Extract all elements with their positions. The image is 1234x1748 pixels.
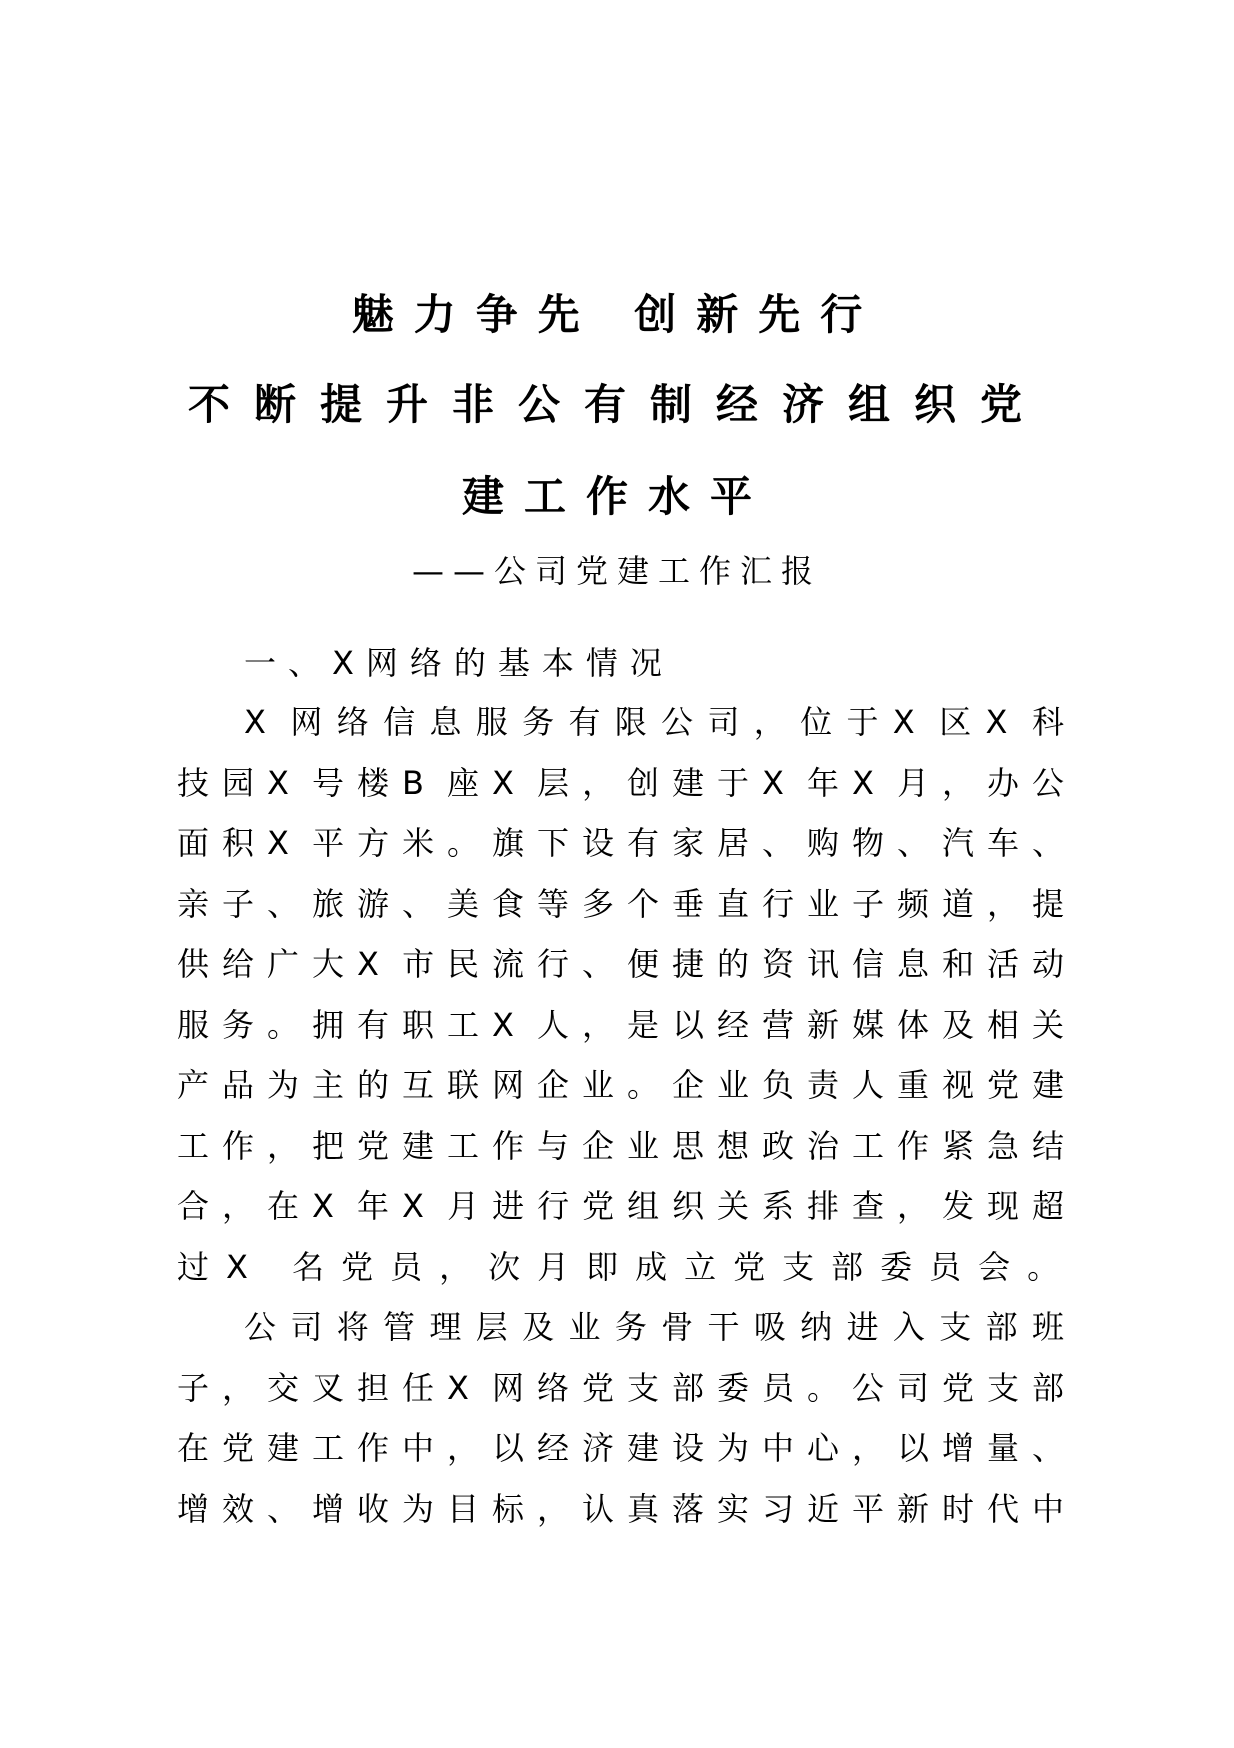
title-line-1: 魅力争先 创新先行 — [351, 290, 883, 339]
title-line-3: 建工作水平 — [461, 472, 772, 521]
paragraph-line: 面积X 平方米。旗下设有家居、购物、汽车、 — [177, 824, 1064, 862]
paragraph-line: 供给广大X 市民流行、便捷的资讯信息和活动 — [177, 945, 1064, 983]
paragraph-line: 工作，把党建工作与企业思想政治工作紧急结 — [177, 1126, 1064, 1165]
paragraph-line: 产品为主的互联网企业。企业负责人重视党建 — [177, 1066, 1064, 1104]
paragraph-line: 合，在X 年X 月进行党组织关系排查，发现超 — [177, 1187, 1064, 1225]
paragraph-line: 过X 名党员，次月即成立党支部委员会。 — [177, 1247, 1077, 1286]
paragraph-line: 服务。拥有职工X 人，是以经营新媒体及相关 — [177, 1005, 1064, 1044]
title-line-2: 不断提升非公有制经济组织党 — [187, 380, 1046, 429]
paragraph-line: 公司将管理层及业务骨干吸纳进入支部班 — [244, 1308, 1064, 1346]
subtitle: ——公司党建工作汇报 — [411, 552, 822, 590]
paragraph-line: 在党建工作中，以经济建设为中心，以增量、 — [177, 1429, 1064, 1467]
paragraph-line: X 网络信息服务有限公司，位于X 区X 科 — [244, 703, 1064, 741]
paragraph-line: 技园X 号楼B 座X 层，创建于X 年X 月，办公 — [177, 763, 1064, 802]
paragraph-line: 亲子、旅游、美食等多个垂直行业子频道，提 — [177, 884, 1064, 923]
paragraph-line: 子，交叉担任X 网络党支部委员。公司党支部 — [177, 1368, 1064, 1407]
paragraph-line: 增效、增收为目标，认真落实习近平新时代中 — [177, 1489, 1064, 1528]
section-heading: 一、X网络的基本情况 — [244, 644, 674, 682]
